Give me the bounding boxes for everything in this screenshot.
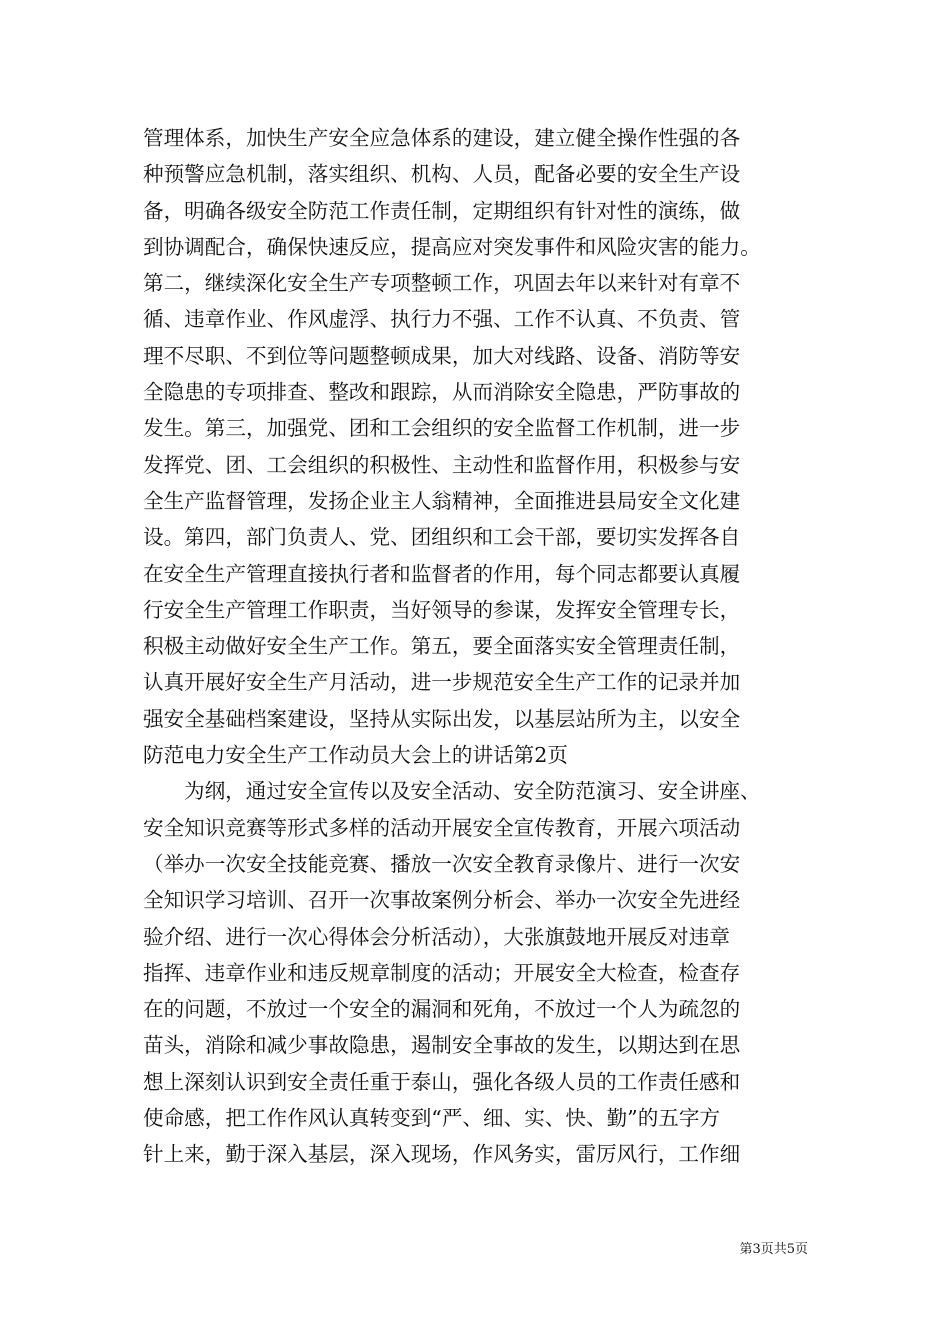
text-line: 行安全生产管理工作职责，当好领导的参谋，发挥安全管理专长，	[143, 597, 741, 622]
text-line: 理不尽职、不到位等问题整顿成果，加大对线路、设备、消防等安	[143, 343, 741, 368]
text-line: 到协调配合，确保快速反应，提高应对突发事件和风险灾害的能力。	[143, 234, 761, 259]
text-line: 为纲，通过安全宣传以及安全活动、安全防范演习、安全讲座、	[184, 779, 761, 804]
text-line: 设。第四，部门负责人、党、团组织和工会干部，要切实发挥各自	[143, 525, 741, 550]
text-line: 苗头，消除和减少事故隐患，遏制安全事故的发生，以期达到在思	[143, 1033, 741, 1058]
text-line: 认真开展好安全生产月活动，进一步规范安全生产工作的记录并加	[143, 670, 741, 695]
text-line: 在的问题，不放过一个安全的漏洞和死角，不放过一个人为疏忽的	[143, 997, 741, 1022]
page-footer: 第3页共5页	[739, 1242, 808, 1257]
text-line: 循、违章作业、作风虚浮、执行力不强、工作不认真、不负责、管	[143, 307, 741, 332]
text-line: 管理体系，加快生产安全应急体系的建设，建立健全操作性强的各	[143, 126, 741, 150]
text-line: 全知识学习培训、召开一次事故案例分析会、举办一次安全先进经	[143, 888, 741, 913]
text-line: 备，明确各级安全防范工作责任制，定期组织有针对性的演练，做	[143, 198, 741, 223]
text-line: 在安全生产管理直接执行者和监督者的作用，每个同志都要认真履	[143, 561, 741, 586]
text-line: （举办一次安全技能竞赛、播放一次安全教育录像片、进行一次安	[143, 851, 741, 876]
text-line: 指挥、违章作业和违反规章制度的活动；开展安全大检查，检查存	[143, 960, 741, 985]
document-body	[143, 120, 808, 1173]
text-line: 安全知识竞赛等形式多样的活动开展安全宣传教育，开展六项活动	[143, 815, 741, 840]
text-line: 验介绍、进行一次心得体会分析活动），大张旗鼓地开展反对违章	[143, 924, 730, 949]
text-line: 使命感，把工作作风认真转变到“严、细、实、快、勤”的五字方	[143, 1106, 721, 1131]
text-line: 全生产监督管理，发扬企业主人翁精神，全面推进县局安全文化建	[143, 488, 741, 513]
text-line: 种预警应急机制，落实组织、机构、人员，配备必要的安全生产设	[143, 162, 741, 187]
paragraph	[143, 773, 808, 1172]
text-line: 想上深刻认识到安全责任重于泰山，强化各级人员的工作责任感和	[143, 1069, 741, 1094]
text-line: 积极主动做好安全生产工作。第五，要全面落实安全管理责任制，	[143, 634, 741, 659]
text-line: 发生。第三，加强党、团和工会组织的安全监督工作机制，进一步	[143, 416, 741, 441]
text-line: 强安全基础档案建设，坚持从实际出发，以基层站所为主，以安全	[143, 706, 741, 731]
paragraph	[143, 120, 808, 773]
text-line: 全隐患的专项排查、整改和跟踪，从而消除安全隐患，严防事故的	[143, 380, 741, 405]
text-line: 防范电力安全生产工作动员大会上的讲话第2页	[143, 743, 568, 768]
text-line: 第二，继续深化安全生产专项整顿工作，巩固去年以来针对有章不	[143, 271, 741, 296]
text-line: 针上来，勤于深入基层，深入现场，作风务实，雷厉风行，工作细	[143, 1142, 741, 1167]
text-line: 发挥党、团、工会组织的积极性、主动性和监督作用，积极参与安	[143, 452, 741, 477]
